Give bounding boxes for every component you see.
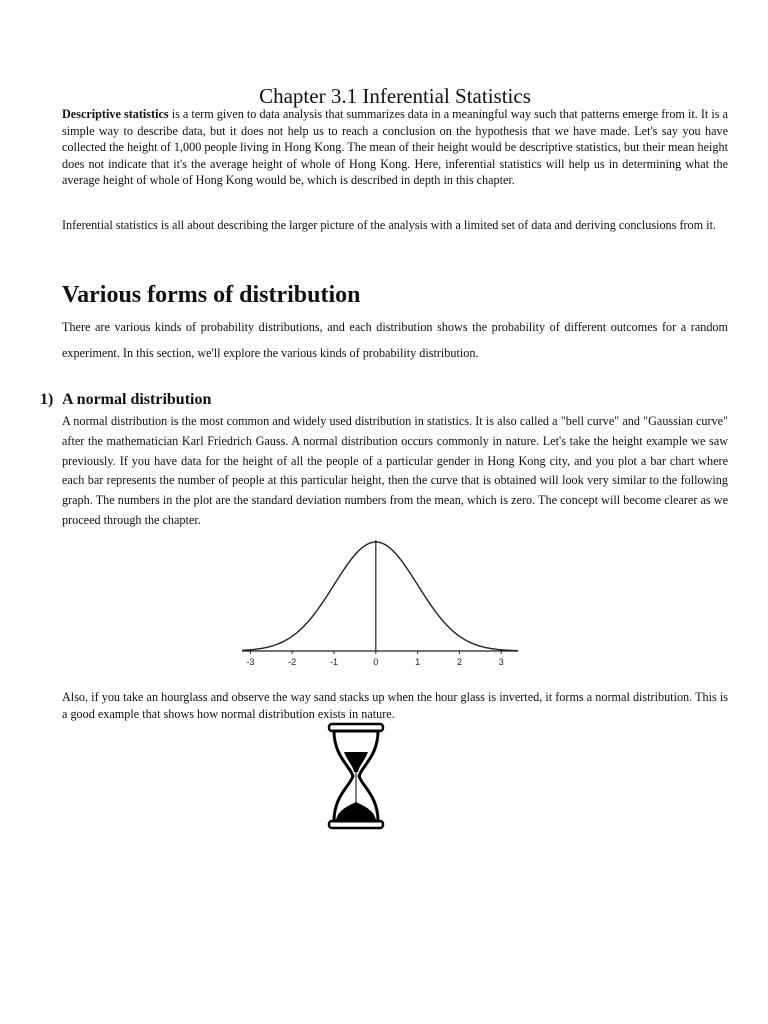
- intro-paragraph-2: Inferential statistics is all about describing the larger picture of the analysis with a limited set of data and deriving conclusions from it.: [62, 218, 717, 232]
- normal-distribution-body: A normal distribution is the most common and widely used distribution in statistics. It is also called a "bell curve" and "Gaussian curve" after the mathematician Karl Friedrich Gauss. A normal distribution occurs commonly in nature. Let's take the height example we saw previously. If you have data for the height of all the people of a particular gender in Hong Kong city, and you plot a bar chart where each bar represents the number of people at this particular height, then the curve that is obtained will look very similar to the following graph. The numbers in the plot are the standard deviation numbers from the mean, which is zero. The concept will become clearer as we proceed through the chapter.: [62, 414, 728, 527]
- x-tick-label: 3: [498, 657, 504, 667]
- x-tick-label: -3: [246, 657, 255, 667]
- x-tick-label: 2: [456, 657, 462, 667]
- subsection-number: 1): [40, 391, 54, 408]
- bell-curve-line: [242, 542, 518, 651]
- hourglass-icon: [320, 722, 390, 830]
- x-tick-label: 0: [373, 657, 379, 667]
- hourglass-paragraph: Also, if you take an hourglass and observe the way sand stacks up when the hour glass is inverted, it forms a normal distribution. This is a good example that shows how normal distribution exists in nature.: [62, 690, 728, 721]
- chapter-title: Chapter 3.1 Inferential Statistics: [259, 84, 531, 109]
- descriptive-statistics-term: Descriptive statistics: [62, 107, 169, 121]
- intro-paragraph-1-text: is a term given to data analysis that summarizes data in a meaningful way such that patterns emerge from it. It is a simple way to describe data, but it does not help us to reach a conclusion on the hypothesis that we have made. Let's say you have collected the height of 1,000 people living in Hong Kong. The mean of their height would be descriptive statistics, but their mean height does not indicate that it's the average height of whole of Hong Kong. Here, inferential statistics will help us in determining what the average height of whole of Hong Kong would be, which is described in depth in this chapter.: [62, 107, 728, 188]
- intro-paragraph-1: [62, 106, 728, 189]
- section-body: There are various kinds of probability distributions, and each distribution shows the probability of different outcomes for a random experiment. In this section, we'll explore the various kinds of probability distribution.: [62, 320, 728, 360]
- x-tick-label: -1: [329, 657, 339, 667]
- x-axis-ticks: [246, 651, 503, 667]
- subsection-heading: A normal distribution: [62, 391, 212, 408]
- normal-distribution-chart: [236, 530, 526, 670]
- section-heading: Various forms of distribution: [62, 282, 361, 308]
- x-tick-label: 1: [415, 657, 421, 667]
- x-tick-label: -2: [288, 657, 297, 667]
